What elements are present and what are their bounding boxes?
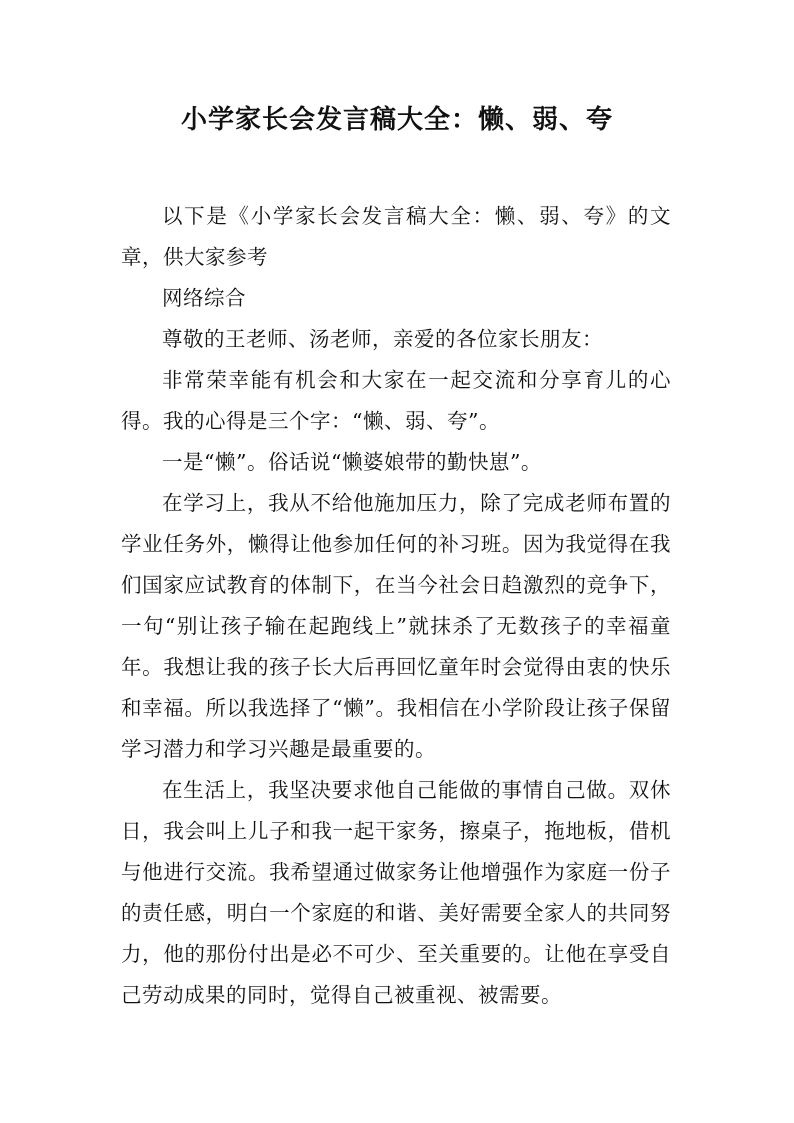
paragraph-opening: 非常荣幸能有机会和大家在一起交流和分享育儿的心得。我的心得是三个字：“懒、弱、夸”。 (121, 368, 671, 433)
page-title: 小学家长会发言稿大全：懒、弱、夸 (180, 105, 613, 135)
paragraph-life: 在生活上，我坚决要求他自己能做的事情自己做。双休日，我会叫上儿子和我一起干家务，擦桌子，拖地板，借机与他进行交流。我希望通过做家务让他增强作为家庭一份子的责任感，明白一个家庭的和谐、美好需要全家人的共同努力，他的那份付出是必不可少、至关重要的。让他在享受自己劳动成果的同时，觉得自己被重视、被需要。 (121, 778, 671, 1007)
document-body (121, 196, 671, 1016)
paragraph-salutation: 尊敬的王老师、汤老师，亲爱的各位家长朋友： (162, 327, 603, 351)
paragraph-study: 在学习上，我从不给他施加压力，除了完成老师布置的学业任务外，懒得让他参加任何的补习班。因为我觉得在我们国家应试教育的体制下，在当今社会日趋激烈的竞争下，一句“别让孩子输在起跑线上”就抹杀了无数孩子的幸福童年。我想让我的孩子长大后再回忆童年时会觉得由衷的快乐和幸福。所以我选择了“懒”。我相信在小学阶段让孩子保留学习潜力和学习兴趣是最重要的。 (121, 491, 671, 761)
paragraph-intro: 以下是《小学家长会发言稿大全：懒、弱、夸》的文章，供大家参考 (121, 204, 671, 269)
paragraph-source: 网络综合 (162, 286, 246, 310)
paragraph-point-one: 一是“懒”。俗话说“懒婆娘带的勤快崽”。 (162, 450, 542, 474)
